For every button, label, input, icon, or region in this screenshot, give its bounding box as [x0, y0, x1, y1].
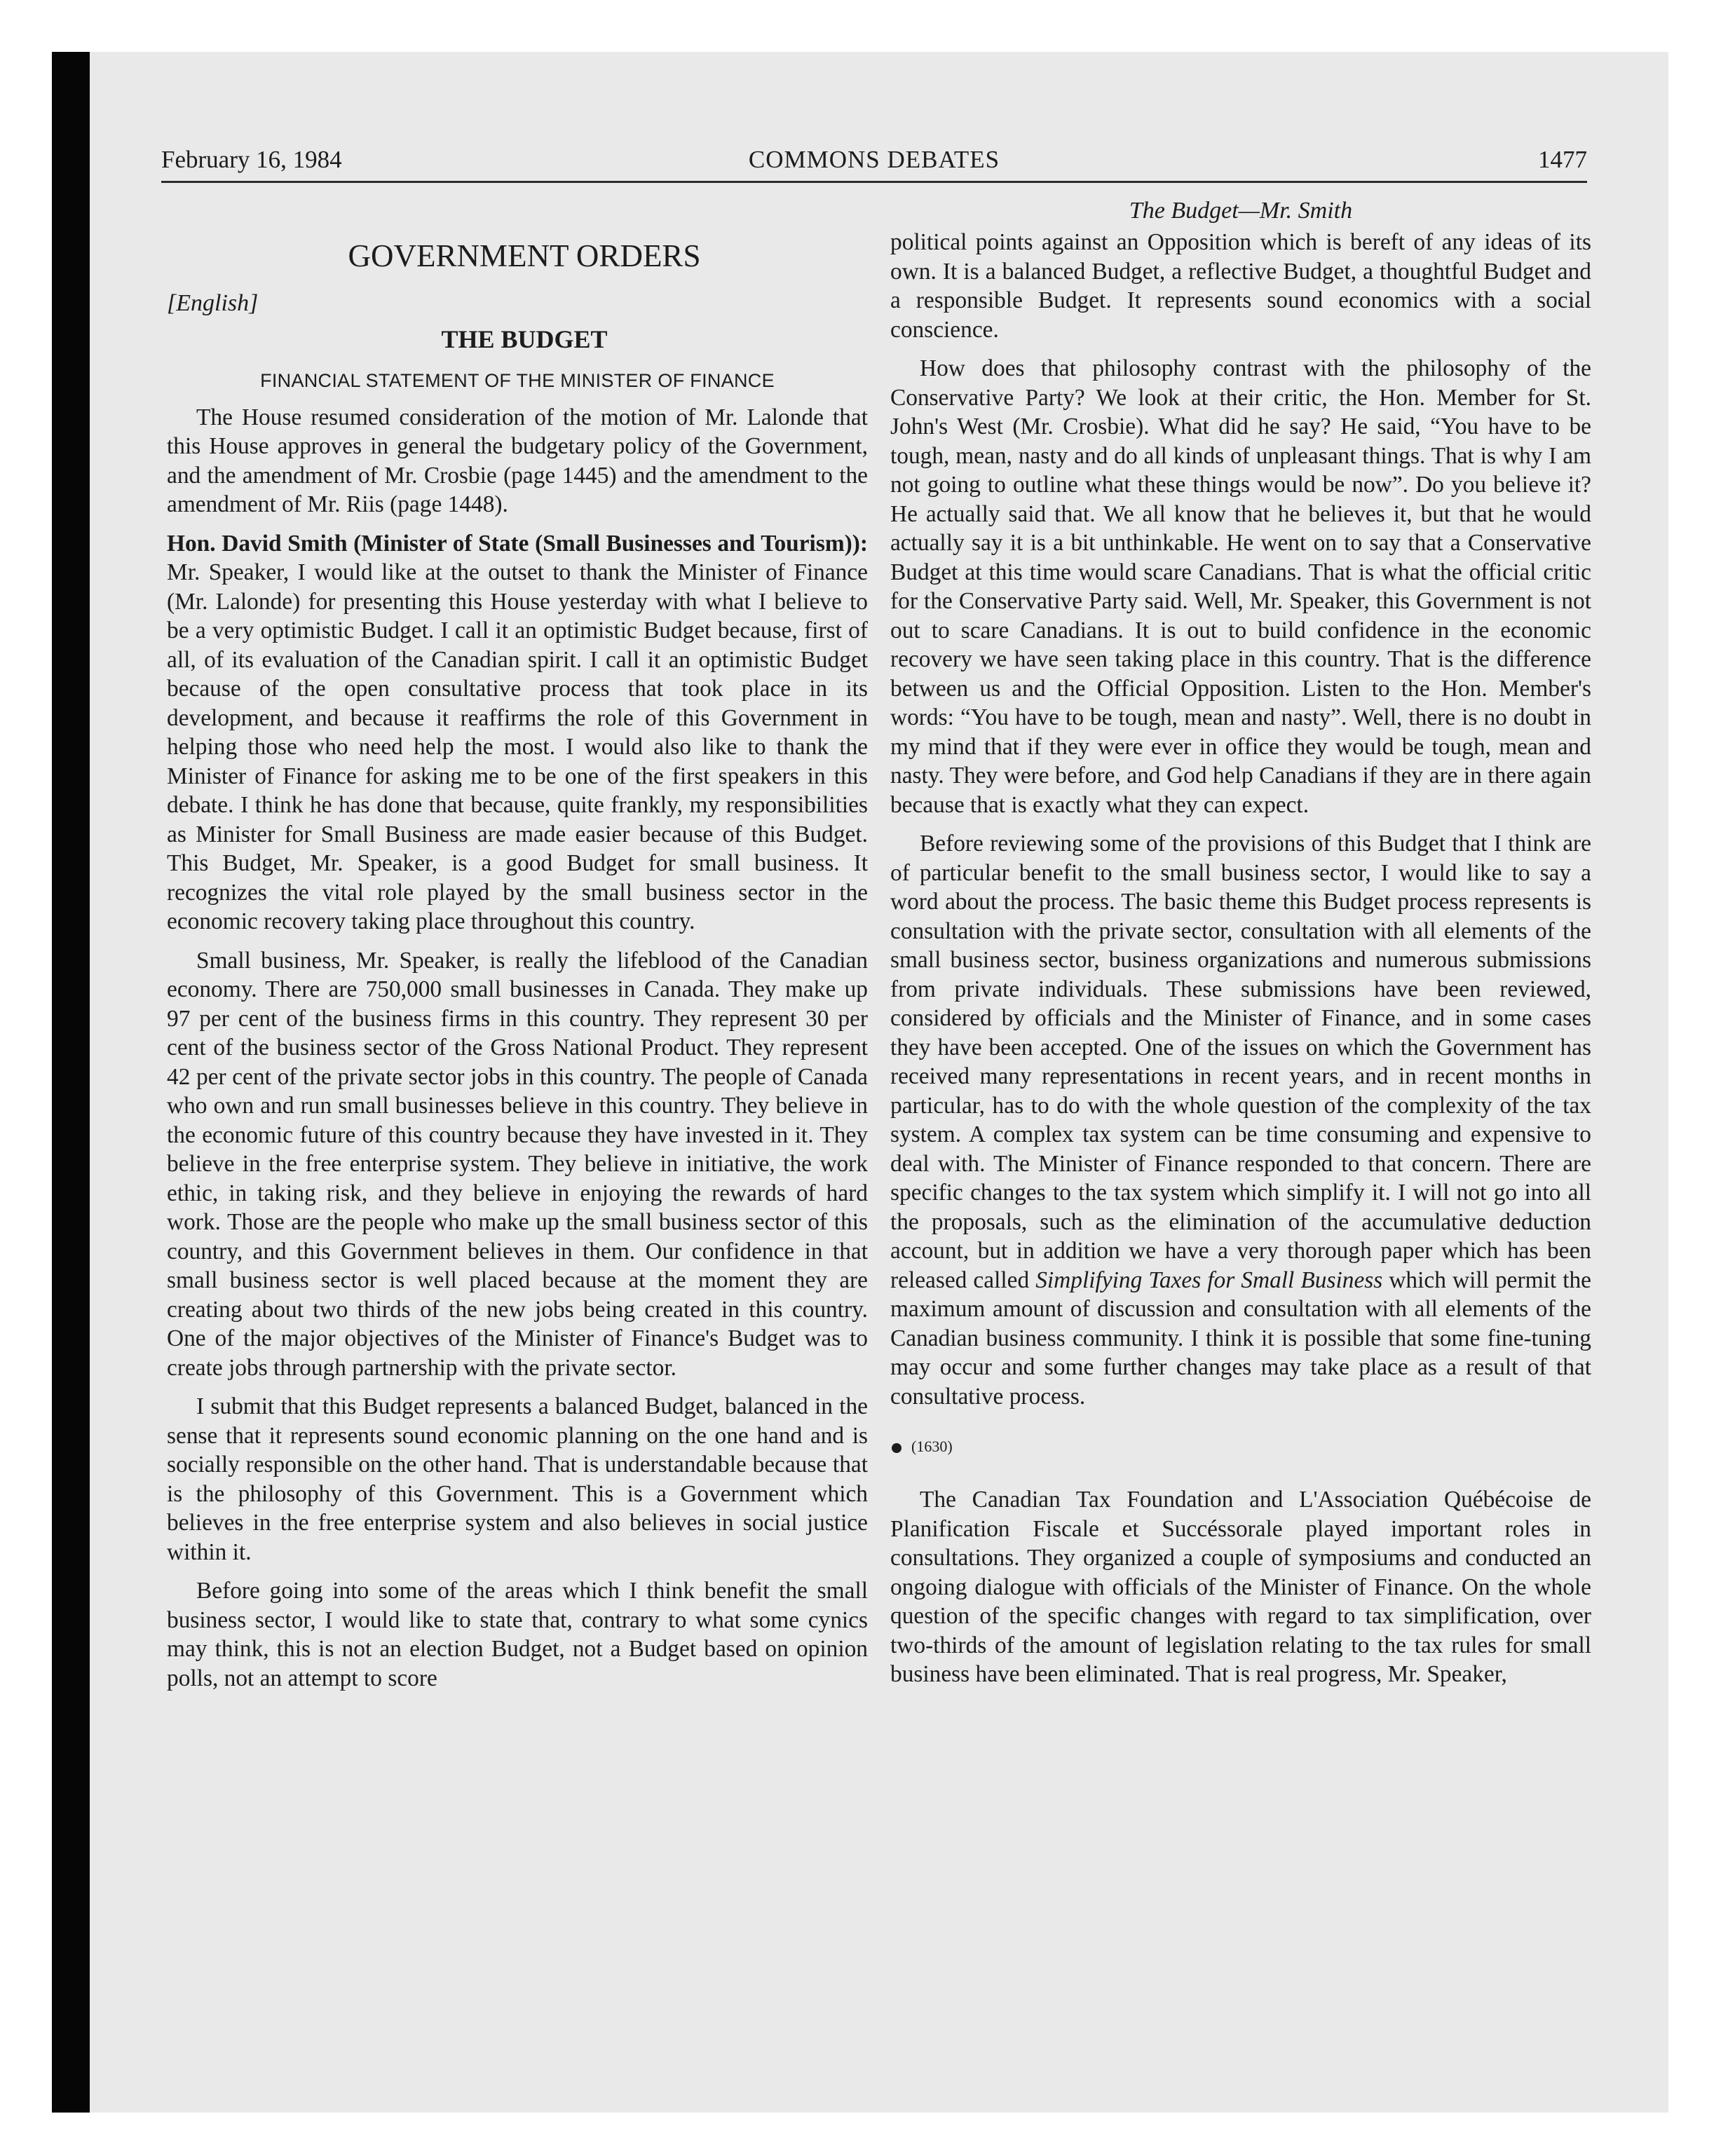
paragraph-consultation-process	[890, 829, 1591, 1411]
speech-opening-text: Mr. Speaker, I would like at the outset to thank the Minister of Finance (Mr. Lalonde) for presenting this House yesterday with what I believe to be a very optimistic Budget. I call it an optimistic Budget because, first of all, of its evaluation of the Canadian spirit. I call it an optimistic Budget because of the open consultative process that took place in its development, and because it reaffirms the role of this Government in helping those who need help the most. I would also like to thank the Minister of Finance for asking me to be one of the first speakers in this debate. I think he has done that because, quite frankly, my responsibilities as Minister for Small Business are made easier because of this Budget. This Budget, Mr. Speaker, is a good Budget for small business. It recognizes the vital role played by the small business sector in the economic recovery taking place throughout this country.	[167, 559, 868, 934]
language-tag: [English]	[167, 290, 259, 316]
paragraph-small-business: Small business, Mr. Speaker, is really the lifeblood of the Canadian economy. There are 750,000 small businesses in Canada. They make up 97 per cent of the business firms in this country. They represent 30 per cent of the business sector of the Gross National Product. They represent 42 per cent of the private sector jobs in this country. The people of Canada who own and run small businesses believe in this country. They believe in the economic future of this country because they have invested in it. They believe in the free enterprise system. They believe in initiative, the work ethic, in taking risk, and they believe in enjoying the rewards of hard work. Those are the people who make up the small business sector of this country, and this Government believes in them. Our confidence in that small business sector is well placed because at the moment they are creating about two thirds of the new jobs being created in this country. One of the major objectives of the Minister of Finance's Budget was to create jobs through partnership with the private sector.	[167, 947, 868, 1381]
running-head: The Budget—Mr. Smith	[1129, 198, 1353, 224]
publication-title: Simplifying Taxes for Small Business	[1035, 1267, 1383, 1293]
right-column	[890, 196, 1591, 1689]
speaker-name: Hon. David Smith (Minister of State (Small Businesses and Tourism)):	[167, 530, 868, 557]
page-header	[161, 146, 1587, 183]
left-column	[167, 196, 868, 1693]
paragraph-motion: The House resumed consideration of the motion of Mr. Lalonde that this House approves in general the budgetary policy of the Government, and the amendment of Mr. Crosbie (page 1445) and the amendment to the amendment of Mr. Riis (page 1448).	[167, 404, 868, 517]
subject-title: THE BUDGET	[441, 325, 608, 353]
paragraph-not-election-budget: Before going into some of the areas which I think benefit the small business sector, I would like to state that, contrary to what some cynics may think, this is not an election Budget, not a Budget based on opinion polls, not an attempt to score	[167, 1578, 868, 1691]
statement-title: FINANCIAL STATEMENT OF THE MINISTER OF FINANCE	[260, 370, 775, 391]
paragraph-speech-opening	[167, 529, 868, 936]
paragraph-tax-foundation: The Canadian Tax Foundation and L'Association Québécoise de Planification Fiscale et Succéssorale played important roles in consultations. They organized a couple of symposiums and conducted an ongoing dialogue with officials of the Minister of Finance. On the whole question of the specific changes with regard to tax simplification, over two-thirds of the amount of legislation relating to the tax rules for small business have been eliminated. That is real progress, Mr. Speaker,	[890, 1487, 1591, 1687]
consultation-text-a: Before reviewing some of the provisions of this Budget that I think are of particular benefit to the small business sector, I would like to say a word about the process. The basic theme this Budget process represents is consultation with the private sector, consultation with all elements of the small business sector, business organizations and numerous submissions from private individuals. These submissions have been reviewed, considered by officials and the Minister of Finance, and in some cases they have been accepted. One of the issues on which the Government has received many representations in recent years, and in recent months in particular, has to do with the whole question of the complexity of the tax system. A complex tax system can be time consuming and expensive to deal with. The Minister of Finance responded to that concern. There are specific changes to the tax system which simplify it. I will not go into all the proposals, such as the elimination of the accumulative deduction account, but in addition we have a very thorough paper which has been released called	[890, 831, 1591, 1293]
consultation-text-b: which will permit the maximum amount of discussion and consultation with all elements of the Canadian business community. I think it is possible that some fine-tuning may occur and some further changes may take place as a result of that consultative process.	[890, 1267, 1591, 1410]
section-title: GOVERNMENT ORDERS	[348, 238, 701, 273]
time-marker-text: (1630)	[911, 1438, 953, 1455]
paragraph-balanced-budget: I submit that this Budget represents a balanced Budget, balanced in the sense that it represents sound economic planning on the one hand and is socially responsible on the other hand. That is understandable because that is the philosophy of this Government. This is a Government which believes in the free enterprise system and also believes in social justice within it.	[167, 1393, 868, 1565]
binding-edge	[52, 52, 90, 2113]
header-date: February 16, 1984	[161, 146, 342, 173]
bullet-icon	[892, 1443, 901, 1453]
paragraph-philosophy-contrast: How does that philosophy contrast with the philosophy of the Conservative Party? We look at their critic, the Hon. Member for St. John's West (Mr. Crosbie). What did he say? He said, “You have to be tough, mean, nasty and do all kinds of unpleasant things. That is why I am not going to outline what these things would be now”. Do you believe it? He actually said that. We all know that he believes it, but that he would actually say it is a bit unthinkable. He went on to say that a Conservative Budget at this time would scare Canadians. That is what the official critic for the Conservative Party said. Well, Mr. Speaker, this Government is not out to scare Canadians. It is out to build confidence in the economic recovery we have seen taking place in this country. That is the difference between us and the Official Opposition. Listen to the Hon. Member's words: “You have to be tough, mean and nasty”. Well, there is no doubt in my mind that if they were ever in office they would be tough, mean and nasty. They were before, and God help Canadians if they are in there again because that is exactly what they can expect.	[890, 355, 1591, 818]
header-publication: COMMONS DEBATES	[748, 146, 1000, 173]
paragraph-continuation: political points against an Opposition which is bereft of any ideas of its own. It is a balanced Budget, a reflective Budget, a thoughtful Budget and a responsible Budget. It represents sound economics with a social conscience.	[890, 229, 1591, 343]
header-page-number: 1477	[1538, 146, 1587, 173]
time-marker	[890, 1436, 1591, 1457]
